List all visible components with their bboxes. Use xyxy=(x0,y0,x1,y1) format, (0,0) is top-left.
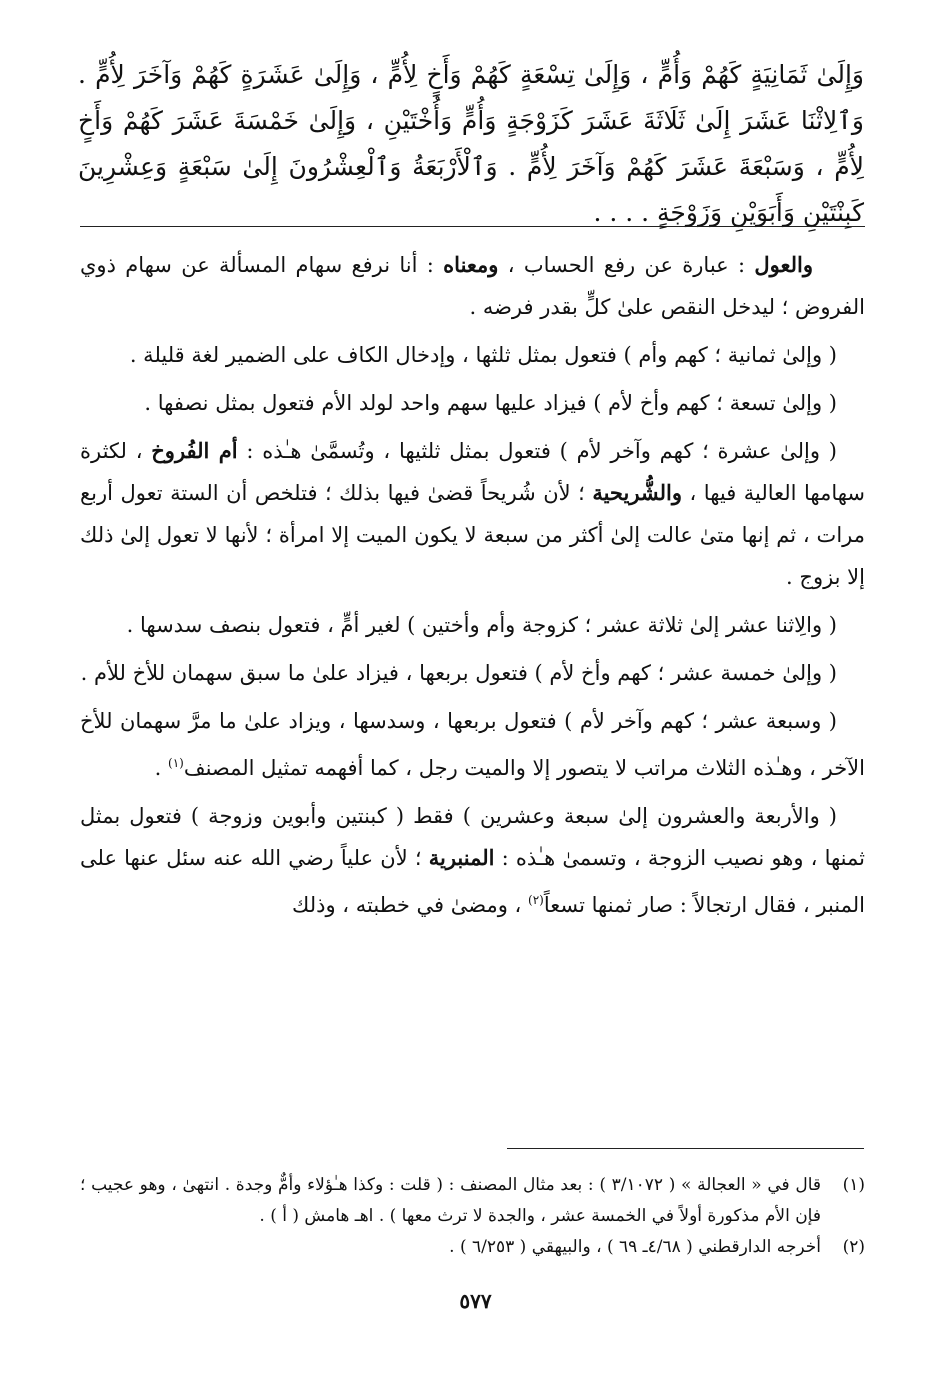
text-segment: ؛ لأن علياً رضي الله عنه سئل عنها على المنبر ، فقال ارتجالاً : صار ثمنها تسعاً xyxy=(80,846,865,917)
term-minbariyya: المنبرية xyxy=(428,845,495,870)
matn-divider xyxy=(80,226,865,227)
footnote-ref-1[interactable]: (١) xyxy=(168,756,184,770)
text-segment: : عبارة عن رفع الحساب ، xyxy=(498,253,755,277)
text-segment: ؛ لأن شُريحاً قضىٰ فيها بذلك ؛ فتلخص أن الستة تعول أربع مرات ، ثم إنها متىٰ عالت إلىٰ أكثر من سبعة لا يكون الميت إلا امرأة ؛ لأنها لا تعول إلىٰ ذلك إلا بزوج . xyxy=(80,481,865,589)
footnote-text: قال في « العجالة » ( ٣/١٠٧٢ ) : بعد مثال المصنف : ( قلت : وكذا هـٰؤلاء وأمٌّ وجدة . انتهىٰ ، وهو عجيب ؛ فإن الأم مذكورة أولاً في الخمسة عشر ، والجدة لا ترث معها ) . اهـ هامش ( أ ) . xyxy=(80,1175,821,1226)
text-segment: . xyxy=(154,756,168,780)
commentary-paragraph-nine: ( وإلىٰ تسعة ؛ كهم وأخ لأم ) فيزاد عليها سهم واحد لولد الأم فتعول بمثل نصفها . xyxy=(144,391,837,415)
term-shurayhiyya: والشُّريحية xyxy=(592,480,683,505)
footnote-item xyxy=(80,1232,865,1263)
footnote-text: أخرجه الدارقطني ( ٤/٦٨ـ ٦٩ ) ، والبيهقي ( ٦/٢٥٣ ) . xyxy=(449,1237,821,1257)
term-awl: والعول xyxy=(754,252,813,277)
commentary-paragraph-fifteen: ( وإلىٰ خمسة عشر ؛ كهم وأخ لأم ) فتعول بربعها ، فيزاد علىٰ ما سبق سهمان للأخ للأم . xyxy=(80,661,837,685)
term-umm-al-furukh: أم الفُروخ xyxy=(151,438,238,463)
footnote-number: (١) xyxy=(842,1175,865,1195)
matn-paragraph: وَإِلَىٰ ثَمَانِيَةٍ كَهُمْ وَأُمٍّ ، وَإِلَىٰ تِسْعَةٍ كَهُمْ وَأَخٍ لِأُمٍّ ، وَإِلَىٰ عَشَرَةٍ كَهُمْ وَآخَرَ لِأُمٍّ . وَٱلِاثْنَا عَشَرَ إِلَىٰ ثَلَاثَةَ عَشَرَ كَزَوْجَةٍ وَأُمٍّ وَأُخْتَيْنِ ، وَإِلَىٰ خَمْسَةَ عَشَرَ كَهُمْ وَأَخٍ لِأُمٍّ ، وَسَبْعَةَ عَشَرَ كَهُمْ وَآخَرَ لِأُمٍّ . وَٱلْأَرْبَعَةُ وَٱلْعِشْرُونَ إِلَىٰ سَبْعَةٍ وَعِشْرِينَ كَبِنْتَيْنِ وَأَبَوَيْنِ وَزَوْجَةٍ . . . . xyxy=(78,60,864,227)
commentary-block xyxy=(80,244,865,932)
commentary-paragraph-twelve: ( والِاثنا عشر إلىٰ ثلاثة عشر ؛ كزوجة وأم وأختين ) لغير أمٍّ ، فتعول بنصف سدسها . xyxy=(126,613,837,637)
text-segment: ( وإلىٰ عشرة ؛ كهم وآخر لأم ) فتعول بمثل ثلثيها ، وتُسمَّىٰ هـٰذه : xyxy=(237,439,837,463)
term-meaning: ومعناه xyxy=(443,252,499,277)
footnotes-block xyxy=(80,1170,865,1263)
matn-block xyxy=(78,52,864,236)
page-number: ٥٧٧ xyxy=(459,1289,492,1313)
text-segment: ( والأربعة والعشرون إلىٰ سبعة وعشرين ) فقط ( كبنتين وأبوين وزوجة ) فتعول بمثل ثمنها ، وهو نصيب الزوجة ، وتسمىٰ هـٰذه : xyxy=(80,804,865,870)
footnote-divider xyxy=(507,1148,864,1149)
text-segment: ( وسبعة عشر ؛ كهم وآخر لأم ) فتعول بربعها ، وسدسها ، ويزاد علىٰ ما مرَّ سهمان للأخ الآخر ، وهـٰذه الثلاث مراتب لا يتصور إلا والميت رجل ، كما أفهمه تمثيل المصنف xyxy=(80,709,865,780)
text-segment: : أنا نرفع سهام المسألة عن سهام ذوي الفروض ؛ ليدخل النقص علىٰ كلٍّ بقدر فرضه . xyxy=(80,253,865,319)
text-segment: ، لكثرة سهامها العالية فيها ، xyxy=(80,439,865,505)
text-segment: ، ومضىٰ في خطبته ، وذلك xyxy=(292,893,528,917)
commentary-paragraph-ten xyxy=(80,430,865,598)
footnote-item xyxy=(80,1170,865,1232)
commentary-paragraph-twentyfour xyxy=(80,795,865,926)
commentary-paragraph-seventeen xyxy=(80,700,865,789)
commentary-paragraph-eight: ( وإلىٰ ثمانية ؛ كهم وأم ) فتعول بمثل ثلثها ، وإدخال الكاف على الضمير لغة قليلة . xyxy=(129,343,837,367)
matn-text xyxy=(78,52,864,236)
commentary-paragraph-awl xyxy=(80,244,865,328)
footnote-ref-2[interactable]: (٢) xyxy=(528,893,544,907)
footnote-number: (٢) xyxy=(842,1237,865,1257)
